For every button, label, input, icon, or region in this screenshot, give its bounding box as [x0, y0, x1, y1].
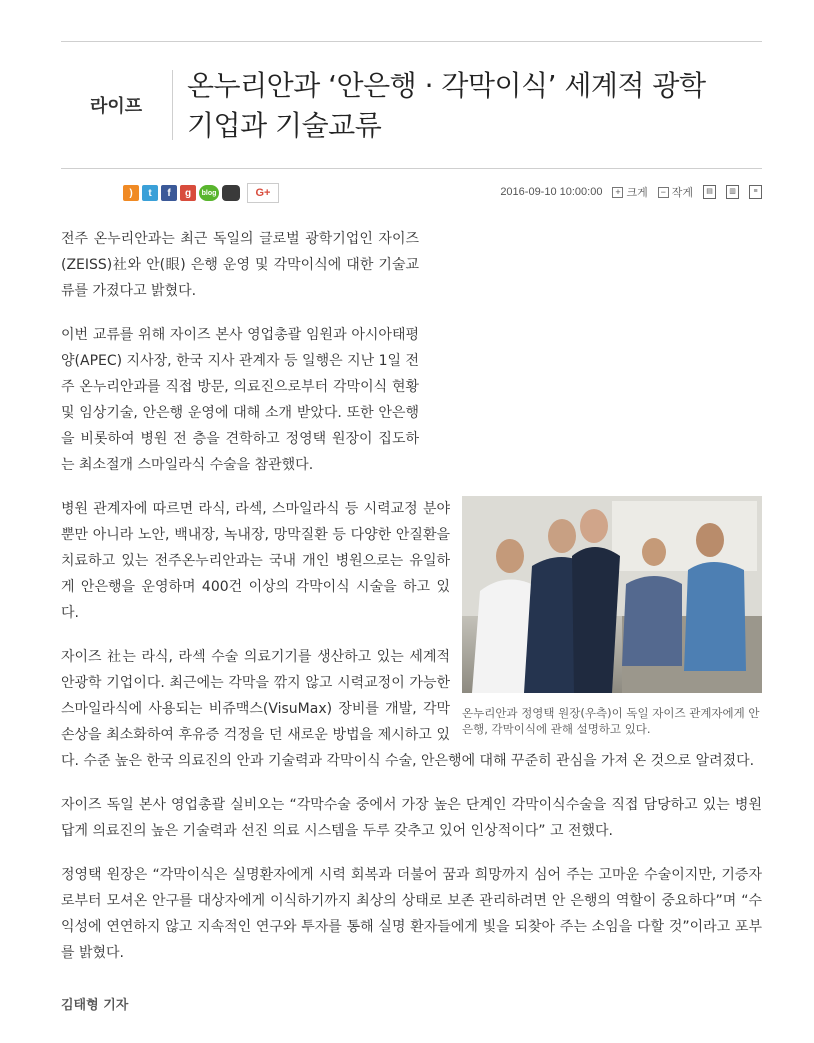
band-icon[interactable]	[222, 185, 240, 201]
section-label: 라이프	[90, 96, 143, 117]
scrap-icon[interactable]: ▥	[726, 185, 739, 199]
header-divider	[61, 168, 762, 169]
paragraph: 전주 온누리안과는 최근 독일의 글로벌 광학기업인 자이즈(ZEISS)社와 안(眼) 은행 운영 및 각막이식에 대한 기술교류를 가졌다고 밝혔다.	[61, 231, 419, 299]
byline: 김태형 기자	[61, 998, 129, 1013]
paragraph: 정영택 원장은 “각막이식은 실명환자에게 시력 회복과 더불어 꿈과 희망까지 심어 주는 고마운 수술이지만, 기증자로부터 모셔온 안구를 대상자에게 이식하기까지 최상의 상태로 보존 관리하려면 안 은행의 역할이 중요하다”며 “수익성에 연연하지 않고 지속적인 연구와 투자를 통해 실명 환자들에게 빛을 되찾아 주는 소임을 다할 것”이라고 포부를 밝혔다.	[61, 867, 762, 961]
paragraph: 이번 교류를 위해 자이즈 본사 영업총괄 임원과 아시아태평양(APEC) 지사장, 한국 지사 관계자 등 일행은 지난 1일 전주 온누리안과를 직접 방문, 의료진으로부터 각막이식 현황 및 임상기술, 안은행 운영에 대해 소개 받았다. 또한 안은행을 비롯하여 병원 전 층을 견학하고 정영택 원장이 집도하는 최소절개 스마일라식 수술을 참관했다.	[61, 327, 419, 473]
publish-datetime: 2016-09-10 10:00:00	[500, 186, 603, 198]
font-smaller-label: 작게	[671, 187, 693, 199]
article-body	[61, 226, 762, 984]
google-plus-icon[interactable]: G+	[247, 183, 279, 203]
share-toolbar	[123, 182, 279, 204]
article-title	[187, 66, 762, 146]
top-divider	[61, 41, 762, 42]
rss-icon[interactable]: )	[123, 185, 139, 201]
title-divider	[172, 70, 173, 140]
title-line-2: 기업과 기술교류	[187, 109, 382, 142]
photo-illustration	[462, 496, 762, 693]
plus-icon: +	[612, 187, 623, 198]
title-line-1: 온누리안과 ‘안은행 · 각막이식’ 세계적 광학	[187, 69, 706, 102]
article-photo	[462, 496, 762, 693]
font-smaller-button[interactable]	[658, 184, 693, 200]
google-icon[interactable]: g	[180, 185, 196, 201]
print-icon[interactable]: ▤	[703, 185, 716, 199]
facebook-icon[interactable]: f	[161, 185, 177, 201]
font-larger-button[interactable]	[612, 184, 647, 200]
paragraph: 자이즈 社는 라식, 라섹 수술 의료기기를 생산하고 있는 세계적 안광학 기업이다. 최근에는 각막을 깎지 않고 시력교정이 가능한 스마일라식에 사용되는 비쥬맥스(VisuMax) 장비를 개발, 각막손상을 최소화하여 후유증 걱정을 던 새로운 방법을 제시하고 있다. 수준 높은 한국 의료진의 안과 기술력과 각막이식 수술, 안은행에 대해 꾸준히 관심을 가져 온 것으로 알려졌다.	[61, 649, 755, 769]
article-meta	[500, 184, 762, 200]
font-larger-label: 크게	[626, 187, 648, 199]
paragraph: 병원 관계자에 따르면 라식, 라섹, 스마일라식 등 시력교정 분야뿐만 아니라 노안, 백내장, 녹내장, 망막질환 등 다양한 안질환을 치료하고 있는 전주온누리안과는 국내 개인 병원으로는 유일하게 안은행을 운영하며 400건 이상의 각막이식 시술을 하고 있다.	[61, 501, 450, 621]
minus-icon: −	[658, 187, 669, 198]
photo-caption: 온누리안과 정영택 원장(우측)이 독일 자이즈 관계자에게 안은행, 각막이식에 관해 설명하고 있다.	[462, 706, 760, 736]
document-icon[interactable]: ≡	[749, 185, 762, 199]
paragraph: 자이즈 독일 본사 영업총괄 실비오는 “각막수술 중에서 가장 높은 단계인 각막이식수술을 직접 담당하고 있는 병원답게 의료진의 높은 기술력과 선진 의료 시스템을 두루 갖추고 있어 인상적이다” 고 전했다.	[61, 797, 762, 839]
twitter-icon[interactable]: t	[142, 185, 158, 201]
blog-icon[interactable]: blog	[199, 185, 219, 201]
article-figure	[462, 496, 762, 737]
